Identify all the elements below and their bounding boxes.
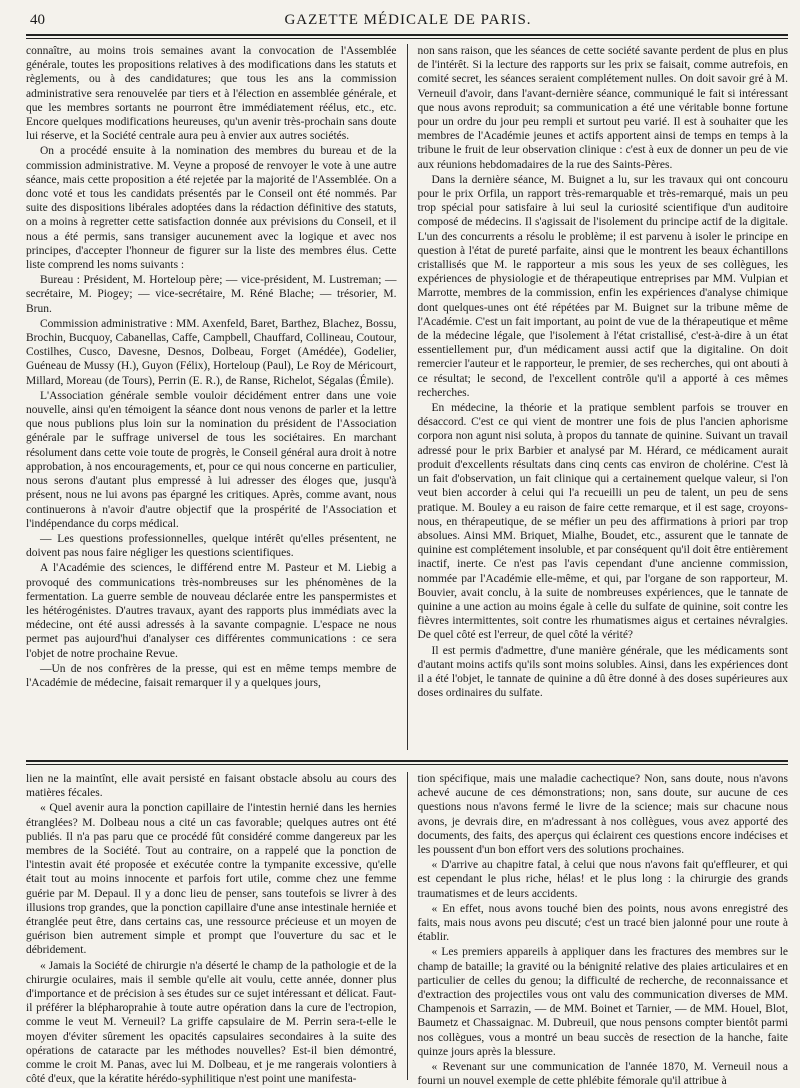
- paragraph: « D'arrive au chapitre fatal, à celui que nous n'avons fait qu'effleurer, et qui est cependant le plus riche, hélas! et le plus long : la chirurgie des grands traumatismes et de leurs accidents.: [417, 859, 788, 900]
- upper-article-block: [26, 44, 788, 750]
- lower-right-column: [417, 772, 789, 1088]
- paragraph: Commission administrative : MM. Axenfeld, Baret, Barthez, Blachez, Bossu, Brochin, Bucquoy, Cabanellas, Caffe, Campbell, Chauffard, Collineau, Coutour, Costilhes, Cusco, Davesne, Desnos, Dolbeau, Forget (Amédée), Godelier, Guéneau de Mussy (H.), Guyon (Félix), Horteloup (Paul), Le Roy de Méricourt, Millard, Moreau (de Tours), Perrin (E. R.), de Ranse, Richelot, Ségalas (Émile).: [26, 317, 397, 387]
- column-divider: [407, 772, 408, 1080]
- paragraph: « Quel avenir aura la ponction capillaire de l'intestin hernié dans les hernies étranglées? M. Dolbeau nous a cité un cas favorable; quelques autres ont été publiés. Il n'a pas paru que ce procédé fût considéré comme dangereux par les membres de la Société. Tout au contraire, on a rappelé que la ponction de l'intestin avait été proposée et exécutée contre la tympanite excessive, qu'elle était tout au moins innocente et parfois fort utile, comme chez une femme guérie par M. Depaul. Il y a donc lieu de penser, sans toutefois se livrer à des illusions trop grandes, que la ponction capillaire d'une anse intestinale herniée et étranglée peut être, dans certains cas, une ressource précieuse et un moyen de guérison bien autrement simple et prompt que l'ouverture du sac et le débridement.: [26, 802, 397, 957]
- upper-left-column: [26, 44, 397, 750]
- journal-title: GAZETTE MÉDICALE DE PARIS.: [284, 12, 532, 28]
- paragraph: — Les questions professionnelles, quelque intérêt qu'elles présentent, ne doivent pas nous faire négliger les questions scientifiques.: [26, 532, 397, 560]
- paragraph: Dans la dernière séance, M. Buignet a lu, sur les travaux qui ont concouru pour le prix Orfila, un rapport très-remarquable et très-remarqué, mais un peu trop spécial pour satisfaire à lui seul la curiosité scientifique d'un auditoire composé de médecins. Il s'agissait de l'isolement du principe actif de la digitale. L'un des concurrents a résolu le problème; il est parvenu à isoler le principe en question à l'état de pureté parfaite, ainsi que le montrent les beaux échantillons cristallisés que M. le rapporteur a mis sous les yeux de ses collègues, les expériences de physiologie et de thérapeutique entreprises par MM. Vulpian et Marrotte, membres de la commission, enfin les expériences d'analyse chimique dont quelques-unes ont été répétées par M. Buignet sur la tribune même de l'Académie. C'est un fait important, au point de vue de la thérapeutique et même de la médecine légale, que l'isolement à l'état cristallisé, c'est-à-dire à un état essentiellement pur, d'un médicament aussi actif que la digitaline. On doit remercier l'auteur et le rapporteur, le premier, de ses recherches, qui ont abouti à ce résultat; le second, de l'excellent contrôle qu'il a apporté à ces mêmes recherches.: [417, 173, 788, 399]
- paragraph: non sans raison, que les séances de cette société savante perdent de plus en plus de l'intérêt. Si la lecture des rapports sur les prix se faisait, comme autrefois, en comité secret, les séances seraient complétement nulles. On doit savoir gré à M. Verneuil d'avoir, dans l'avant-dernière séance, communiqué le fait si intéressant que nous avons reproduit; sa communication a été une véritable bonne fortune pour un ordre du jour peu rempli et surtout peu varié. Il est à souhaiter que les membres de l'Académie jeunes et actifs apportent ainsi de temps en temps à la tribune le fruit de leur observation clinique : c'est à eux de donner un peu de vie aux réunions hebdomadaires de la rue des Saints-Pères.: [417, 45, 788, 171]
- section-rule: [26, 760, 788, 762]
- lower-article-block: [26, 772, 788, 1088]
- paragraph: A l'Académie des sciences, le différend entre M. Pasteur et M. Liebig a provoqué des communications très-nombreuses sur les phénomènes de la fermentation. La guerre semble de nouveau déclarée entre les panspermistes et les hétérogénistes. D'autres travaux, ayant des rapports plus immédiats avec la médecine, ont été aussi adressés à la savante compagnie. L'espace ne nous permet pas aujourd'hui d'analyser ces différentes communications : ce sera l'objet de notre prochaine Revue.: [26, 562, 397, 660]
- paragraph: « Les premiers appareils à appliquer dans les fractures des membres sur le champ de bataille; la gravité ou la bénignité relative des plaies articulaires et en particulier de celles du genou; la difficulté de recherche, de reconnaissance et d'extraction des projectiles vous ont valu des communication diverses de MM. Champenois et Sarrazin, — de MM. Boinet et Tarnier, — de MM. Houel, Blot, Baumetz et Chassaignac. M. Dubreuil, que nous pensons compter bientôt parmi nos collègues, vous a montré un beau succès de resection de la hanche, faite quinze jours après la blessure.: [417, 946, 788, 1058]
- paragraph: En médecine, la théorie et la pratique semblent parfois se trouver en désaccord. C'est ce qui vient de montrer une fois de plus l'ancien aphorisme corpora non agunt nisi soluta, à propos du tannate de quinine. Suivant un travail adressé pour le prix Barbier et analysé par M. Hérard, ce médicament aurait produit d'excellents résultats dans cinq cents cas environ de cholérine. C'est là un fait d'observation, un fait clinique qui a certainement quelque valeur, si l'on veut bien accorder à celui qui l'a recueilli un peu de talent, un peu de sens pratique. M. Bouley a eu raison de faire cette remarque, et il est sage, croyons-nous, en thérapeutique, de se méfier un peu des affirmations à priori par trop absolues. Ainsi MM. Briquet, Mialhe, Boudet, etc., assurent que le tannate de quinine est complétement insoluble, et par conséquent qu'il doit être entièrement inactif, inerte. Ce n'est pas l'avis cependant d'une ancienne commission, nommée par l'Académie elle-même, et qui, par l'organe de son rapporteur, M. Bouvier, avait conclu, à la suite de nombreuses expériences, que le tannate de quinine a une action au moins égale à celle du sulfate de quinine, soit contre les fièvres intermittentes, soit contre les rhumatismes aigus et certaines névralgies. De quel côté est l'erreur, de quel côté la vérité?: [417, 402, 788, 642]
- column-divider: [407, 44, 408, 750]
- header-rule: [26, 34, 788, 36]
- paragraph: L'Association générale semble vouloir décidément entrer dans une voie nouvelle, ainsi qu'en témoigent la séance dont nous venons de parler et la lettre que nous publions plus loin sur la nomination du président de l'Association générale par le suffrage universel de tous les sociétaires. En marchant résolument dans cette voie toute de progrès, le Conseil général aura droit à notre approbation, à nos encouragements, et, pour ce qui nous concerne en particulier, nous serons d'autant plus empressé à lui adresser des éloges que, jusqu'à présent, nous ne lui avons pas épargné les critiques. Après, comme avant, nous continuerons à n'avoir d'autre objectif que la prospérité de l'Association et l'indépendance du corps médical.: [26, 389, 397, 530]
- paragraph: « Jamais la Société de chirurgie n'a déserté le champ de la pathologie et de la chirurgie oculaires, mais il semble qu'elle ait voulu, cette année, donner plus d'importance et de précision à ses études sur ce sujet intéressant et délicat. Faut-il préférer la blépharoprahie à toute autre opération dans la cure de l'ectropion, comme le veut M. Verneuil? La griffe capsulaire de M. Perrin sera-t-elle le moyen d'éviter sûrement les opacités capsulaires secondaires à la suite des opérations de cataracte par les méthodes nouvelles? Est-il bien démontré, comme le croit M. Panas, avec lui M. Dolbeau, et je me rangerais volontiers à côté d'eux, que la kératite hérédo-syphilitique n'est point une manifesta-: [26, 959, 397, 1086]
- paragraph: Bureau : Président, M. Horteloup père; — vice-président, M. Lustreman; — secrétaire, M. Piogey; — vice-secrétaire, M. Réné Blache; — trésorier, M. Brun.: [26, 274, 397, 315]
- paragraph: « Revenant sur une communication de l'année 1870, M. Verneuil nous a fourni un nouvel exemple de cette phlébite fémorale qu'il attribue à: [417, 1061, 788, 1088]
- lower-left-column: [26, 772, 397, 1086]
- paragraph: On a procédé ensuite à la nomination des membres du bureau et de la commission administrative. M. Veyne a proposé de renvoyer le vote à une autre séance, mais cette proposition a été rejetée par la majorité de l'Assemblée. On a donc voté et tous les candidats présentés par le Conseil ont été nommés. Par suite des dispositions libérales adoptées dans la rédaction définitive des statuts, on a moins à regretter cette satisfaction donnée aux prévisions du Conseil, et il nous a été permis, sans transiger aucunement avec la logique et avec nos principes, d'accepter l'honneur de figurer sur la liste des membres élus. Cette liste comprend les noms suivants :: [26, 145, 397, 272]
- upper-right-column: [418, 44, 789, 750]
- header-rule-thin: [26, 38, 788, 39]
- paragraph: « En effet, nous avons touché bien des points, nous avons enregistré des faits, mais nous avons peu discuté; c'est un tracé bien jalonné pour une route à établir.: [417, 902, 788, 944]
- paragraph: —Un de nos confrères de la presse, qui est en même temps membre de l'Académie de médecine, faisait remarquer il y a quelques jours,: [26, 662, 397, 689]
- paragraph: Il est permis d'admettre, d'une manière générale, que les médicaments sont d'autant moins actifs qu'ils sont moins solubles. Ainsi, dans les expériences dont il a été l'objet, le tannate de quinine a dû être donné à des doses supérieures aux doses ordinaires du sulfate.: [417, 644, 788, 700]
- page-number: 40: [30, 12, 45, 28]
- page-header: [30, 8, 786, 32]
- section-rule-thin: [26, 764, 788, 765]
- paragraph: lien ne la maintînt, elle avait persisté en faisant obstacle absolu au cours des matières fécales.: [26, 773, 397, 800]
- paragraph: connaître, au moins trois semaines avant la convocation de l'Assemblée générale, toutes les propositions relatives à des modifications dans les statuts et règlements, ou à des candidatures; que tous les ans la commission administrative sera renouvelée par tiers et à l'élection en assemblée générale, et que les membres sortants ne pourront être immédiatement réélus, etc., etc. Encore quelques modifications heureuses, qu'un avenir très-prochain sans doute lui réserve, et la Société centrale aura peu à envier aux autres sociétés.: [26, 45, 397, 143]
- paragraph: tion spécifique, mais une maladie cachectique? Non, sans doute, nous n'avons achevé aucune de ces démonstrations; non, sans doute, sur aucune de ces questions nous n'avons fermé le livre de la science; mais sur chacune nous avons, je devrais dire, en m'adressant à nos collègues, vous avez apporté des documents, des faits, des aperçus qui éclairent ces questions encore indécises et les poussent d'un bon effort vers des solutions prochaines.: [417, 773, 788, 857]
